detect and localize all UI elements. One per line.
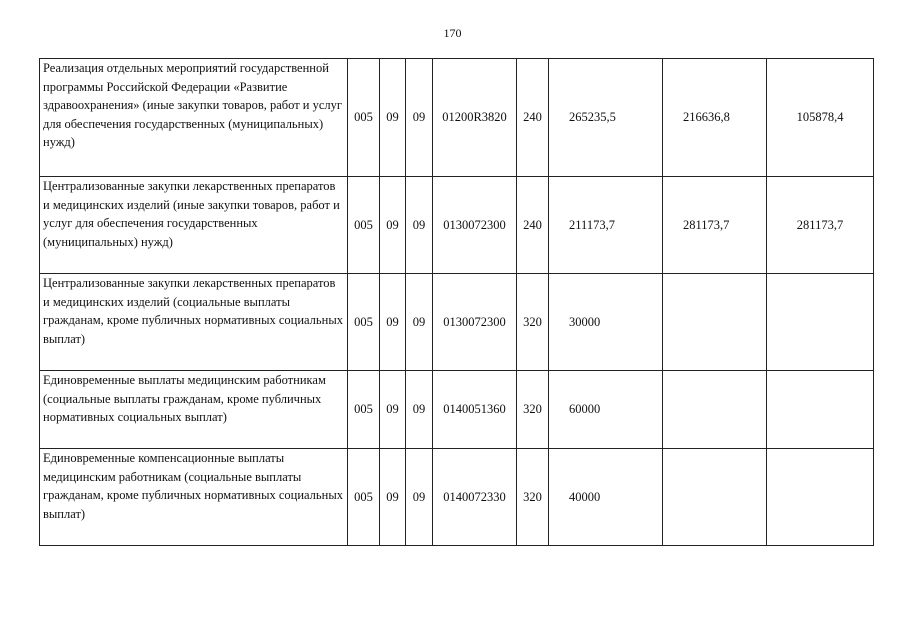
row-description: Централизованные закупки лекарственных препаратов и медицинских изделий (иные закупки товаров, работ и услуг для обеспечения государственных (муниципальных) нужд) bbox=[40, 177, 348, 274]
target-article-code: 0130072300 bbox=[433, 274, 517, 371]
row-description: Единовременные выплаты медицинским работникам (социальные выплаты гражданам, кроме публичных нормативных социальных выплат) bbox=[40, 371, 348, 449]
ministry-code: 005 bbox=[348, 177, 380, 274]
table-row bbox=[40, 449, 874, 546]
subsection-code: 09 bbox=[406, 177, 433, 274]
amount-1: 265235,5 bbox=[549, 59, 663, 177]
ministry-code: 005 bbox=[348, 449, 380, 546]
subsection-code: 09 bbox=[406, 59, 433, 177]
expense-type-code: 240 bbox=[517, 177, 549, 274]
table-row bbox=[40, 177, 874, 274]
amount-3: 105878,4 bbox=[767, 59, 874, 177]
expense-type-code: 320 bbox=[517, 449, 549, 546]
section-code: 09 bbox=[380, 177, 406, 274]
table-row bbox=[40, 274, 874, 371]
expense-type-code: 240 bbox=[517, 59, 549, 177]
amount-3 bbox=[767, 371, 874, 449]
amount-3 bbox=[767, 274, 874, 371]
section-code: 09 bbox=[380, 371, 406, 449]
ministry-code: 005 bbox=[348, 274, 380, 371]
amount-1: 40000 bbox=[549, 449, 663, 546]
amount-2 bbox=[663, 449, 767, 546]
ministry-code: 005 bbox=[348, 371, 380, 449]
row-description: Единовременные компенсационные выплаты медицинским работникам (социальные выплаты гражданам, кроме публичных нормативных социальных выплат) bbox=[40, 449, 348, 546]
amount-3 bbox=[767, 449, 874, 546]
expense-type-code: 320 bbox=[517, 371, 549, 449]
amount-2 bbox=[663, 274, 767, 371]
subsection-code: 09 bbox=[406, 371, 433, 449]
amount-3: 281173,7 bbox=[767, 177, 874, 274]
table-row bbox=[40, 59, 874, 177]
section-code: 09 bbox=[380, 59, 406, 177]
amount-1: 30000 bbox=[549, 274, 663, 371]
target-article-code: 0140051360 bbox=[433, 371, 517, 449]
target-article-code: 0130072300 bbox=[433, 177, 517, 274]
amount-1: 211173,7 bbox=[549, 177, 663, 274]
table-row bbox=[40, 371, 874, 449]
page-number: 170 bbox=[443, 26, 462, 40]
subsection-code: 09 bbox=[406, 449, 433, 546]
budget-table bbox=[39, 58, 874, 546]
target-article-code: 0140072330 bbox=[433, 449, 517, 546]
ministry-code: 005 bbox=[348, 59, 380, 177]
target-article-code: 01200R3820 bbox=[433, 59, 517, 177]
row-description: Централизованные закупки лекарственных препаратов и медицинских изделий (социальные выплаты гражданам, кроме публичных нормативных социальных выплат) bbox=[40, 274, 348, 371]
amount-2: 281173,7 bbox=[663, 177, 767, 274]
expense-type-code: 320 bbox=[517, 274, 549, 371]
amount-2: 216636,8 bbox=[663, 59, 767, 177]
section-code: 09 bbox=[380, 449, 406, 546]
subsection-code: 09 bbox=[406, 274, 433, 371]
row-description: Реализация отдельных мероприятий государственной программы Российской Федерации «Развитие здравоохранения» (иные закупки товаров, работ и услуг для обеспечения государственных (муниципальных) нужд) bbox=[40, 59, 348, 177]
amount-2 bbox=[663, 371, 767, 449]
amount-1: 60000 bbox=[549, 371, 663, 449]
section-code: 09 bbox=[380, 274, 406, 371]
